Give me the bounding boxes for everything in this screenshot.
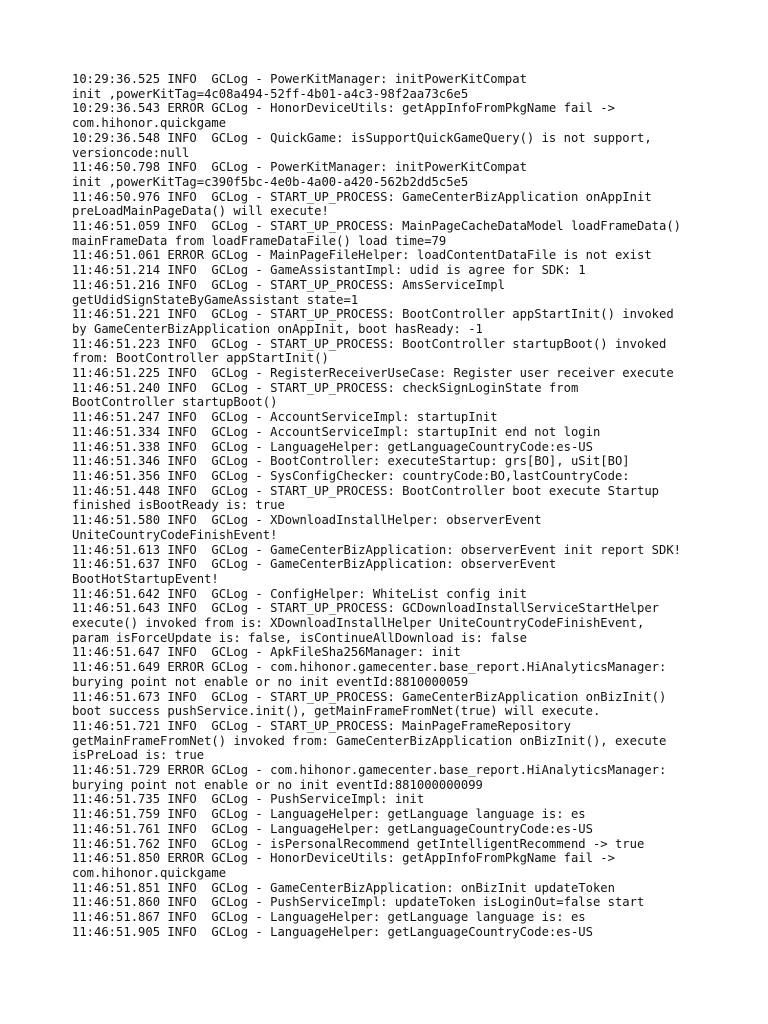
log-line: 11:46:51.240 INFO GCLog - START_UP_PROCESS: checkSignLoginState from xyxy=(72,380,579,395)
log-line: 11:46:51.613 INFO GCLog - GameCenterBizApplication: observerEvent init report SDK! xyxy=(72,542,682,557)
log-line: 10:29:36.525 INFO GCLog - PowerKitManager: initPowerKitCompat xyxy=(72,72,527,86)
log-line: 11:46:51.637 INFO GCLog - GameCenterBizApplication: observerEvent xyxy=(72,557,557,572)
log-line: 11:46:51.059 INFO GCLog - START_UP_PROCESS: MainPageCacheDataModel loadFrameData() xyxy=(72,219,682,234)
log-line: 11:46:51.905 INFO GCLog - LanguageHelper: getLanguageCountryCode:es-US xyxy=(72,924,593,939)
log-line: 11:46:51.221 INFO GCLog - START_UP_PROCESS: BootController appStartInit() invoked xyxy=(72,307,674,322)
log-line: 11:46:51.759 INFO GCLog - LanguageHelper: getLanguage language is: es xyxy=(72,807,586,822)
log-line: 11:46:51.721 INFO GCLog - START_UP_PROCESS: MainPageFrameRepository xyxy=(72,718,571,733)
log-line: 11:46:51.216 INFO GCLog - START_UP_PROCESS: AmsServiceImpl xyxy=(72,277,505,292)
log-line: execute() invoked from is: XDownloadInstallHelper UniteCountryCodeFinishEvent, xyxy=(72,616,645,631)
log-line: BootController startupBoot() xyxy=(72,395,278,410)
log-line: by GameCenterBizApplication onAppInit, boot hasReady: -1 xyxy=(72,321,483,336)
log-line: 11:46:51.334 INFO GCLog - AccountServiceImpl: startupInit end not login xyxy=(72,424,601,439)
log-line: 10:29:36.543 ERROR GCLog - HonorDeviceUtils: getAppInfoFromPkgName fail -> xyxy=(72,101,615,116)
log-document xyxy=(72,72,732,939)
log-line: com.hihonor.quickgame xyxy=(72,865,227,880)
log-line: 11:46:51.247 INFO GCLog - AccountServiceImpl: startupInit xyxy=(72,410,498,425)
log-line: BootHotStartupEvent! xyxy=(72,571,219,586)
log-line: 11:46:51.223 INFO GCLog - START_UP_PROCESS: BootController startupBoot() invoked xyxy=(72,336,667,351)
log-line: preLoadMainPageData() will execute! xyxy=(72,204,329,219)
log-line: 11:46:51.346 INFO GCLog - BootController: executeStartup: grs[BO], uSit[BO] xyxy=(72,454,630,469)
log-line: com.hihonor.quickgame xyxy=(72,116,227,131)
log-line: param isForceUpdate is: false, isContinueAllDownload is: false xyxy=(72,630,527,645)
log-line: 11:46:51.735 INFO GCLog - PushServiceImpl: init xyxy=(72,792,425,807)
log-line: 11:46:51.850 ERROR GCLog - HonorDeviceUtils: getAppInfoFromPkgName fail -> xyxy=(72,851,615,866)
log-line: 11:46:51.867 INFO GCLog - LanguageHelper: getLanguage language is: es xyxy=(72,910,586,925)
log-line: finished isBootReady is: true xyxy=(72,498,285,513)
log-line: 11:46:51.647 INFO GCLog - ApkFileSha256Manager: init xyxy=(72,645,461,660)
log-line: 11:46:50.798 INFO GCLog - PowerKitManager: initPowerKitCompat xyxy=(72,160,527,175)
log-line: 11:46:51.649 ERROR GCLog - com.hihonor.gamecenter.base_report.HiAnalyticsManager: xyxy=(72,660,667,675)
log-line: getUdidSignStateByGameAssistant state=1 xyxy=(72,292,359,307)
log-line: getMainFrameFromNet() invoked from: GameCenterBizApplication onBizInit(), execute xyxy=(72,733,667,748)
log-line: 10:29:36.548 INFO GCLog - QuickGame: isSupportQuickGameQuery() is not support, xyxy=(72,130,652,145)
log-line: 11:46:51.729 ERROR GCLog - com.hihonor.gamecenter.base_report.HiAnalyticsManager: xyxy=(72,763,667,778)
log-line: 11:46:51.225 INFO GCLog - RegisterReceiverUseCase: Register user receiver execute xyxy=(72,366,674,381)
log-line: 11:46:51.580 INFO GCLog - XDownloadInstallHelper: observerEvent xyxy=(72,513,542,528)
log-line: mainFrameData from loadFrameDataFile() load time=79 xyxy=(72,233,447,248)
log-line: 11:46:51.338 INFO GCLog - LanguageHelper: getLanguageCountryCode:es-US xyxy=(72,439,593,454)
log-line: 11:46:51.673 INFO GCLog - START_UP_PROCESS: GameCenterBizApplication onBizInit() xyxy=(72,689,667,704)
log-line: init ,powerKitTag=4c08a494-52ff-4b01-a4c3-98f2aa73c6e5 xyxy=(72,86,469,101)
log-line: burying point not enable or no init eventId:8810000059 xyxy=(72,674,469,689)
log-line: 11:46:51.851 INFO GCLog - GameCenterBizApplication: onBizInit updateToken xyxy=(72,880,615,895)
log-line: burying point not enable or no init eventId:881000000099 xyxy=(72,777,483,792)
log-line: 11:46:51.356 INFO GCLog - SysConfigChecker: countryCode:BO,lastCountryCode: xyxy=(72,468,630,483)
log-line: 11:46:51.860 INFO GCLog - PushServiceImpl: updateToken isLoginOut=false start xyxy=(72,895,645,910)
log-line: 11:46:51.762 INFO GCLog - isPersonalRecommend getIntelligentRecommend -> true xyxy=(72,836,645,851)
log-line: UniteCountryCodeFinishEvent! xyxy=(72,527,278,542)
log-line: versioncode:null xyxy=(72,145,190,160)
log-text-block xyxy=(72,72,732,939)
log-line: init ,powerKitTag=c390f5bc-4e0b-4a00-a420-562b2dd5c5e5 xyxy=(72,174,469,189)
log-line: 11:46:51.761 INFO GCLog - LanguageHelper: getLanguageCountryCode:es-US xyxy=(72,821,593,836)
log-line: 11:46:51.061 ERROR GCLog - MainPageFileHelper: loadContentDataFile is not exist xyxy=(72,248,652,263)
log-line: boot success pushService.init(), getMainFrameFromNet(true) will execute. xyxy=(72,704,601,719)
log-line: 11:46:51.448 INFO GCLog - START_UP_PROCESS: BootController boot execute Startup xyxy=(72,483,659,498)
log-line: 11:46:51.643 INFO GCLog - START_UP_PROCESS: GCDownloadInstallServiceStartHelper xyxy=(72,601,659,616)
log-line: 11:46:51.642 INFO GCLog - ConfigHelper: WhiteList config init xyxy=(72,586,527,601)
log-line: 11:46:50.976 INFO GCLog - START_UP_PROCESS: GameCenterBizApplication onAppInit xyxy=(72,189,652,204)
log-line: from: BootController appStartInit() xyxy=(72,351,329,366)
log-line: isPreLoad is: true xyxy=(72,748,205,763)
log-line: 11:46:51.214 INFO GCLog - GameAssistantImpl: udid is agree for SDK: 1 xyxy=(72,263,586,278)
